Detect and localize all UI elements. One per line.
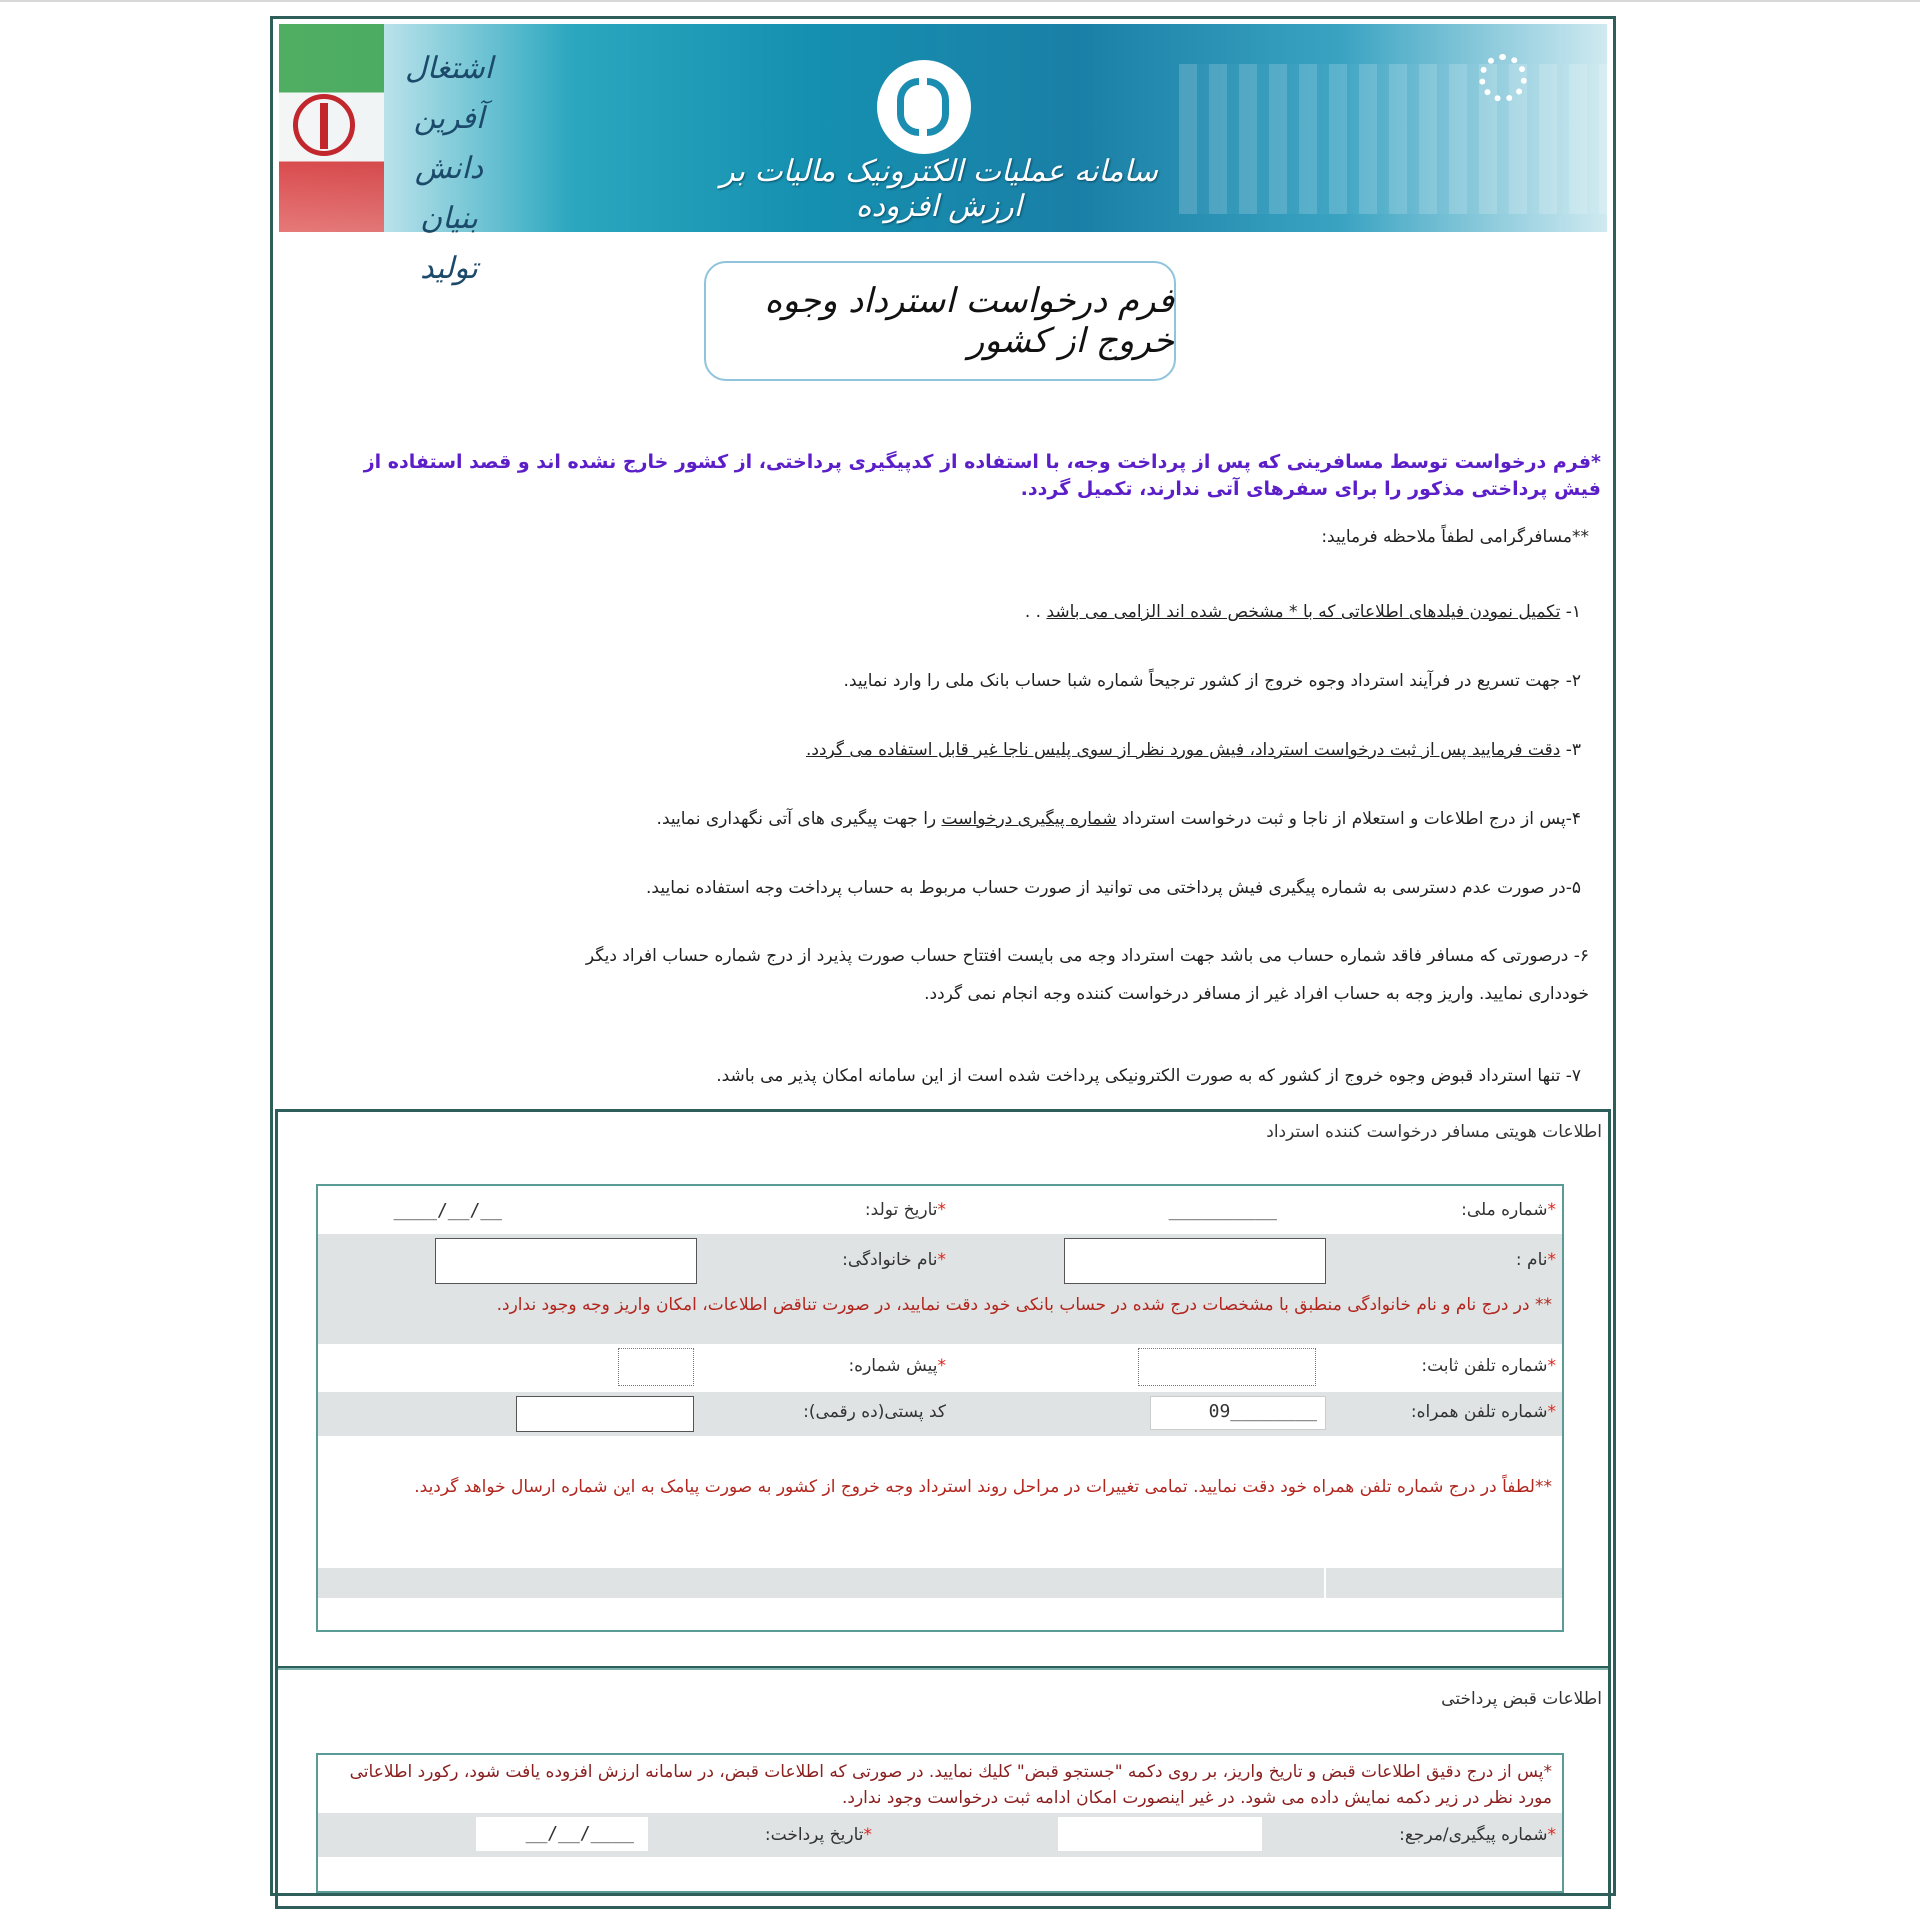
name-warning-text: ** در درج نام و نام خانوادگی منطبق با مشخصات درج شده در حساب بانکی خود دقت نمایید، در صورت تناقض اطلاعات، امکان واریز وجه وجود ندارد. bbox=[496, 1295, 1552, 1315]
payment-date-input[interactable] bbox=[476, 1817, 648, 1851]
row-name bbox=[318, 1234, 1562, 1288]
attention-heading: **مسافرگرامی لطفاً ملاحظه فرمایید: bbox=[1321, 527, 1589, 547]
mobile-warning-text: **لطفاً در درج شماره تلفن همراه خود دقت نمایید. تمامی تغییرات در مراحل روند استرداد وجه خروج از کشور به صورت پیامک به این شماره ارسال خواهد گردید. bbox=[414, 1477, 1552, 1497]
required-star: * bbox=[1547, 1825, 1556, 1845]
postal-code-input[interactable] bbox=[516, 1396, 694, 1432]
system-title: سامانه عملیات الکترونیک مالیات بر ارزش افزوده bbox=[720, 154, 1158, 224]
note-3-underlined: دقت فرمایید پس از ثبت درخواست استرداد، فیش مورد نظر از سوی پلیس ناجا غیر قابل استفاده می گردد. bbox=[805, 740, 1561, 760]
row-name-warning bbox=[318, 1288, 1562, 1344]
note-1-underlined: تکمیل نمودن فیلدهای اطلاعاتی که با * مشخص شده اند الزامی می باشد bbox=[1046, 602, 1561, 622]
identity-section-title: اطلاعات هویتی مسافر درخواست کننده استرداد bbox=[1266, 1122, 1602, 1142]
page-frame bbox=[270, 16, 1616, 1896]
national-id-label: *شماره ملی: bbox=[1461, 1200, 1556, 1220]
ministry-gear-logo-icon bbox=[1479, 54, 1527, 102]
required-star: * bbox=[1547, 1200, 1556, 1220]
note-5: ۵-در صورت عدم دسترسی به شماره پیگیری فیش پرداختی می توانید از صورت حساب مربوط به حساب پرداخت وجه استفاده نمایید. bbox=[646, 878, 1581, 898]
header-banner bbox=[279, 24, 1607, 286]
first-name-label: *نام : bbox=[1515, 1250, 1556, 1270]
note-1 bbox=[1025, 593, 1581, 631]
identity-section bbox=[275, 1109, 1611, 1669]
note-6-line-1: ۶- درصورتی که مسافر فاقد شماره حساب می باشد جهت استرداد وجه می بایست افتتاح حساب صورت پذیرد از درج شماره حساب افراد دیگر bbox=[585, 946, 1589, 966]
note-3-prefix: ۳- bbox=[1560, 740, 1581, 760]
payment-table bbox=[316, 1753, 1564, 1893]
required-star: * bbox=[1547, 1402, 1556, 1422]
tax-organization-logo-icon bbox=[877, 60, 971, 154]
tracking-label: *شماره پیگیری/مرجع: bbox=[1399, 1825, 1556, 1845]
slogan-line-3: تولید bbox=[420, 251, 478, 286]
row-mobile-warning bbox=[318, 1436, 1562, 1556]
row-landline bbox=[318, 1344, 1562, 1392]
tracking-input[interactable] bbox=[1058, 1817, 1262, 1851]
mobile-input-value: 09________ bbox=[1208, 1401, 1317, 1422]
note-4-prefix: ۴-پس از درج اطلاعات و استعلام از ناجا و ثبت درخواست استرداد bbox=[1116, 809, 1581, 829]
mobile-input[interactable] bbox=[1150, 1396, 1326, 1430]
mobile-label: *شماره تلفن همراه: bbox=[1410, 1402, 1556, 1422]
payment-section bbox=[275, 1669, 1611, 1909]
area-code-input[interactable] bbox=[618, 1348, 694, 1386]
form-title-box bbox=[704, 261, 1176, 381]
last-name-input[interactable] bbox=[435, 1238, 697, 1284]
note-6-line-2: خودداری نمایید. واریز وجه به حساب افراد غیر از مسافر درخواست کننده وجه انجام نمی گردد. bbox=[924, 984, 1589, 1004]
payment-date-value: __/__/____ bbox=[525, 1823, 634, 1844]
row-mobile bbox=[318, 1392, 1562, 1436]
note-4 bbox=[657, 800, 1581, 838]
national-id-input[interactable]: __________ bbox=[1168, 1200, 1277, 1221]
required-star: * bbox=[937, 1250, 946, 1270]
note-1-suffix: . . bbox=[1024, 602, 1047, 622]
row-tracking bbox=[318, 1813, 1562, 1857]
first-name-input[interactable] bbox=[1064, 1238, 1326, 1284]
note-4-suffix: را جهت پیگیری های آتی نگهداری نمایید. bbox=[656, 809, 942, 829]
note-6 bbox=[586, 937, 1589, 1013]
landline-input[interactable] bbox=[1138, 1348, 1316, 1386]
last-name-label: *نام خانوادگی: bbox=[842, 1250, 946, 1270]
required-star: * bbox=[1547, 1356, 1556, 1376]
top-border-line bbox=[0, 0, 1920, 2]
row-empty bbox=[318, 1568, 1562, 1598]
postal-code-label: کد پستی(ده رقمی): bbox=[803, 1402, 946, 1422]
note-4-underlined: شماره پیگیری درخواست bbox=[941, 809, 1117, 829]
required-star: * bbox=[863, 1825, 872, 1845]
refund-notice: *فرم درخواست توسط مسافرینی که پس از پرداخت وجه، با استفاده از کدپیگیری پرداختی، از کشور خارج نشده اند و قصد استفاده از فیش پرداختی مذکور را برای سفرهای آتی ندارند، تکمیل گردد. bbox=[363, 451, 1601, 500]
payment-date-label: *تاریخ پرداخت: bbox=[764, 1825, 872, 1845]
birth-date-input[interactable]: __/__/____ bbox=[393, 1200, 502, 1221]
required-star: * bbox=[937, 1200, 946, 1220]
row-divider bbox=[1324, 1568, 1326, 1598]
landline-label: *شماره تلفن ثابت: bbox=[1421, 1356, 1556, 1376]
birth-date-label: *تاریخ تولد: bbox=[864, 1200, 946, 1220]
row-payment-instruction bbox=[318, 1755, 1562, 1813]
slogan-text bbox=[384, 44, 514, 294]
slogan-line-1: اشتغال آفرین bbox=[405, 51, 493, 136]
required-star: * bbox=[937, 1356, 946, 1376]
note-7: ۷- تنها استرداد قبوض وجوه خروج از کشور که به صورت الکترونیکی پرداخت شده است از این سامانه امکان پذیر می باشد. bbox=[716, 1066, 1581, 1086]
building-image bbox=[1179, 64, 1609, 214]
required-star: * bbox=[1547, 1250, 1556, 1270]
identity-table bbox=[316, 1184, 1564, 1632]
slogan-line-2: دانش بنیان bbox=[414, 151, 484, 236]
note-3 bbox=[806, 731, 1581, 769]
payment-instruction-text: *پس از درج دقیق اطلاعات قبض و تاریخ واریز، بر روی دکمه "جستجو قبض" کلیك نمایید. در صورتی که اطلاعات قبض، در سامانه ارزش افزوده یافت شود، رکورد اطلاعاتی مورد نظر در زیر دکمه نمایش داده می شود. در غیر اینصورت امکان ادامه ثبت درخواست وجود ندارد. bbox=[349, 1762, 1552, 1808]
form-title: فرم درخواست استرداد وجوه خروج از کشور bbox=[764, 281, 1174, 361]
note-2: ۲- جهت تسریع در فرآیند استرداد وجوه خروج از کشور ترجیحاً شماره شبا حساب بانک ملی را وارد نمایید. bbox=[843, 671, 1581, 691]
row-national-id bbox=[318, 1186, 1562, 1234]
area-code-label: *پیش شماره: bbox=[848, 1356, 946, 1376]
flag-emblem-icon bbox=[293, 94, 355, 156]
payment-section-title: اطلاعات قبض پرداختی bbox=[1441, 1689, 1602, 1709]
note-1-prefix: ۱- bbox=[1560, 602, 1581, 622]
